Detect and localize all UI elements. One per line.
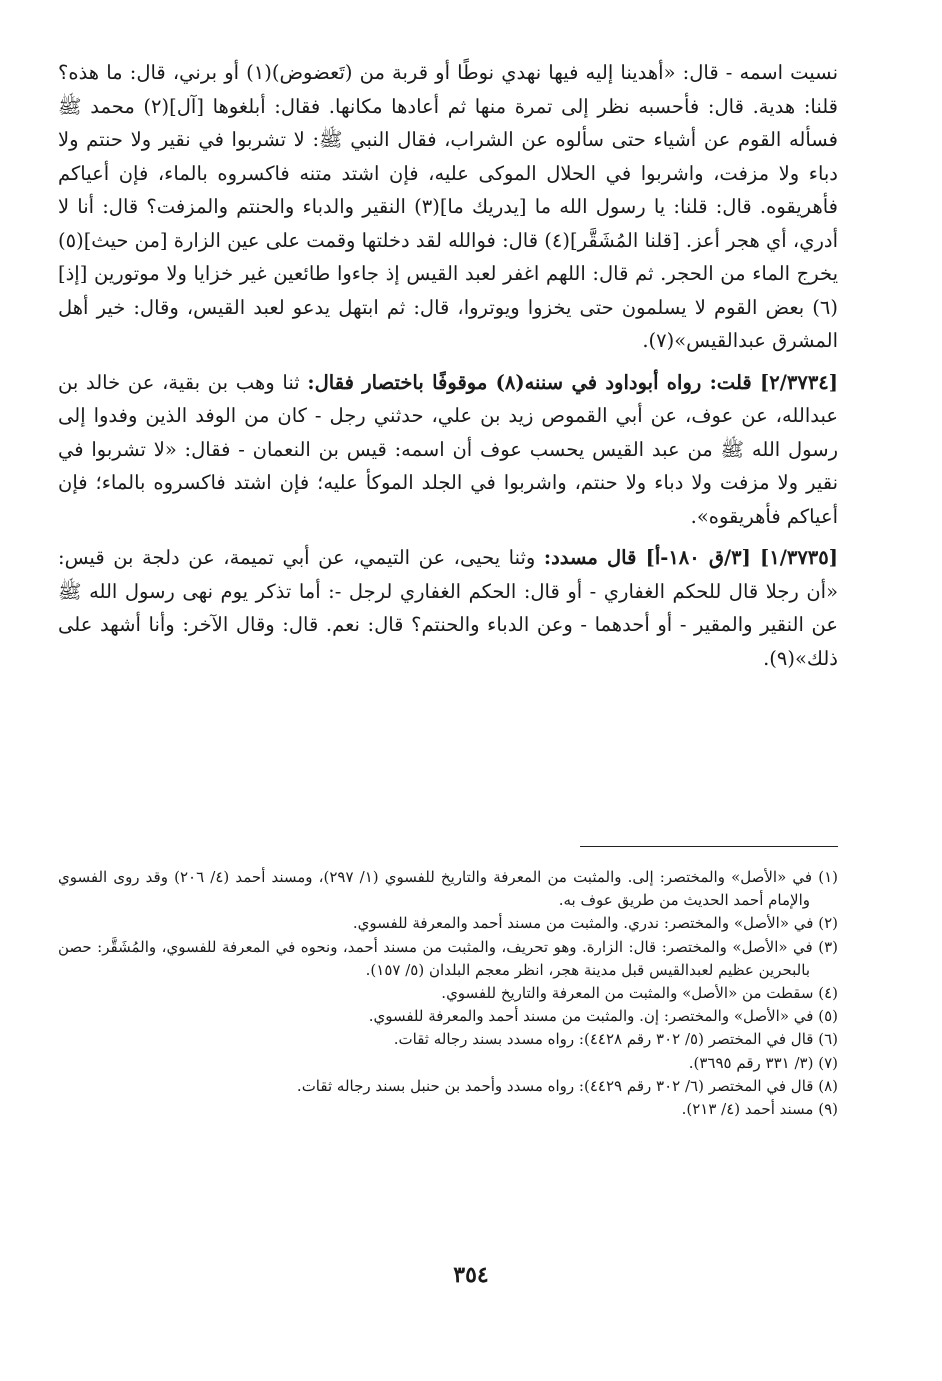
paragraph-lead: [١/٣٧٣٥] [٣/ق ١٨٠-أ] قال مسدد: [543, 546, 838, 569]
footnote: (٥) في «الأصل» والمختصر: إن. والمثبت من مسند أحمد والمعرفة للفسوي. [368, 1007, 838, 1026]
footnote: (٩) مسند أحمد (٤/ ٢١٣). [681, 1100, 838, 1119]
footnote: (٨) قال في المختصر (٦/ ٣٠٢ رقم ٤٤٢٩): رواه مسدد وأحمد بن حنبل بسند رجاله ثقات. [296, 1076, 838, 1095]
paragraph-text: ثنا وهب بن بقية، عن خالد بن عبدالله، عن عوف، عن أبي القموص زيد بن علي، حدثني رجل - كان من الوفد الذين وفدوا إلى رسول الله ﷺ من عبد القيس يحسب عوف أن اسمه: قيس بن النعمان - فقال: «لا تشربوا في نقير ولا مزفت ولا دباء ولا حنتم، واشربوا في الجلد الموكأ عليه؛ فإن اشتد فاكسروه بالماء؛ فإن أعياكم فأهريقوه». [58, 370, 838, 528]
paragraph-hadith-3735 [58, 541, 838, 675]
paragraph-hadith-continuation [58, 56, 838, 358]
footnotes [58, 866, 838, 1121]
footnote: (٧) (٣/ ٣٣١ رقم ٣٦٩٥). [688, 1053, 838, 1072]
paragraph-text: نسيت اسمه - قال: «أهدينا إليه فيها نهدي نوطًا أو قربة من (تَعضوض)(١) أو برني، قال: ما هذه؟ قلنا: هدية. قال: فأحسبه نظر إلى تمرة منها ثم أعادها مكانها. فقال: أبلغوها [آل](٢) محمد ﷺ فسأله القوم عن أشياء حتى سألوه عن الشراب، فقال النبي ﷺ: لا تشربوا في نقير ولا حنتم ولا دباء ولا مزفت، واشربوا في الحلال الموكى عليه، فإن اشتد متنه فاكسروه بالماء، فإن أعياكم فأهريقوه. قال: قلنا: يا رسول الله ما [يدريك ما](٣) النقير والدباء والحنتم والمزفت؟ قال: أنا لا أدري، أي هجر أعز. [قلنا المُشَقَّر](٤) قال: فوالله لقد دخلتها وقمت على عين الزارة [من حيث](٥) يخرج الماء من الحجر. ثم قال: اللهم اغفر لعبد القيس إذ جاءوا طائعين غير خزايا ولا موتورين [إذ](٦) بعض القوم لا يسلمون حتى يخزوا ويوتروا، قال: ثم ابتهل يدعو لعبد القيس، وقال: خير أهل المشرق عبدالقيس»(٧). [58, 61, 839, 352]
paragraph-lead: [٢/٣٧٣٤] قلت: رواه أبوداود في سننه(٨) موقوفًا باختصار فقال: [307, 370, 839, 394]
footnote-separator [580, 846, 838, 847]
paragraph-text: وثنا يحيى، عن التيمي، عن أبي تميمة، عن دلجة بن قيس: «أن رجلا قال للحكم الغفاري - أو قال: الحكم الغفاري لرجل -: أما تذكر يوم نهى رسول الله ﷺ عن النقير والمقير - أو أحدهما - وعن الدباء والحنتم؟ قال: نعم. قال: وقال الآخر: وأنا أشهد على ذلك»(٩). [58, 546, 838, 670]
footnote: (٦) قال في المختصر (٥/ ٣٠٢ رقم ٤٤٢٨): رواه مسدد بسند رجاله ثقات. [393, 1030, 838, 1049]
main-text [58, 56, 838, 675]
footnote: (٣) في «الأصل» والمختصر: قال: الزارة. وهو تحريف، والمثبت من مسند أحمد، ونحوه في المعرفة للفسوي، والمُشَقَّر: حصن بالبحرين عظيم لعبدالقيس قبل مدينة هجر، انظر معجم البلدان (٥/ ١٥٧). [58, 937, 838, 979]
footnote: (٢) في «الأصل» والمختصر: ندري. والمثبت من مسند أحمد والمعرفة للفسوي. [352, 914, 838, 933]
paragraph-hadith-3734 [58, 366, 838, 534]
footnote: (١) في «الأصل» والمختصر: إلى. والمثبت من المعرفة والتاريخ للفسوي (١/ ٢٩٧)، ومسند أحمد (٤/ ٢٠٦) وقد روى الفسوي والإمام أحمد الحديث من طريق عوف به. [58, 868, 838, 910]
main-body [58, 56, 838, 675]
footnote: (٤) سقطت من «الأصل» والمثبت من المعرفة والتاريخ للفسوي. [441, 984, 838, 1003]
page-number: ٣٥٤ [453, 1262, 489, 1288]
